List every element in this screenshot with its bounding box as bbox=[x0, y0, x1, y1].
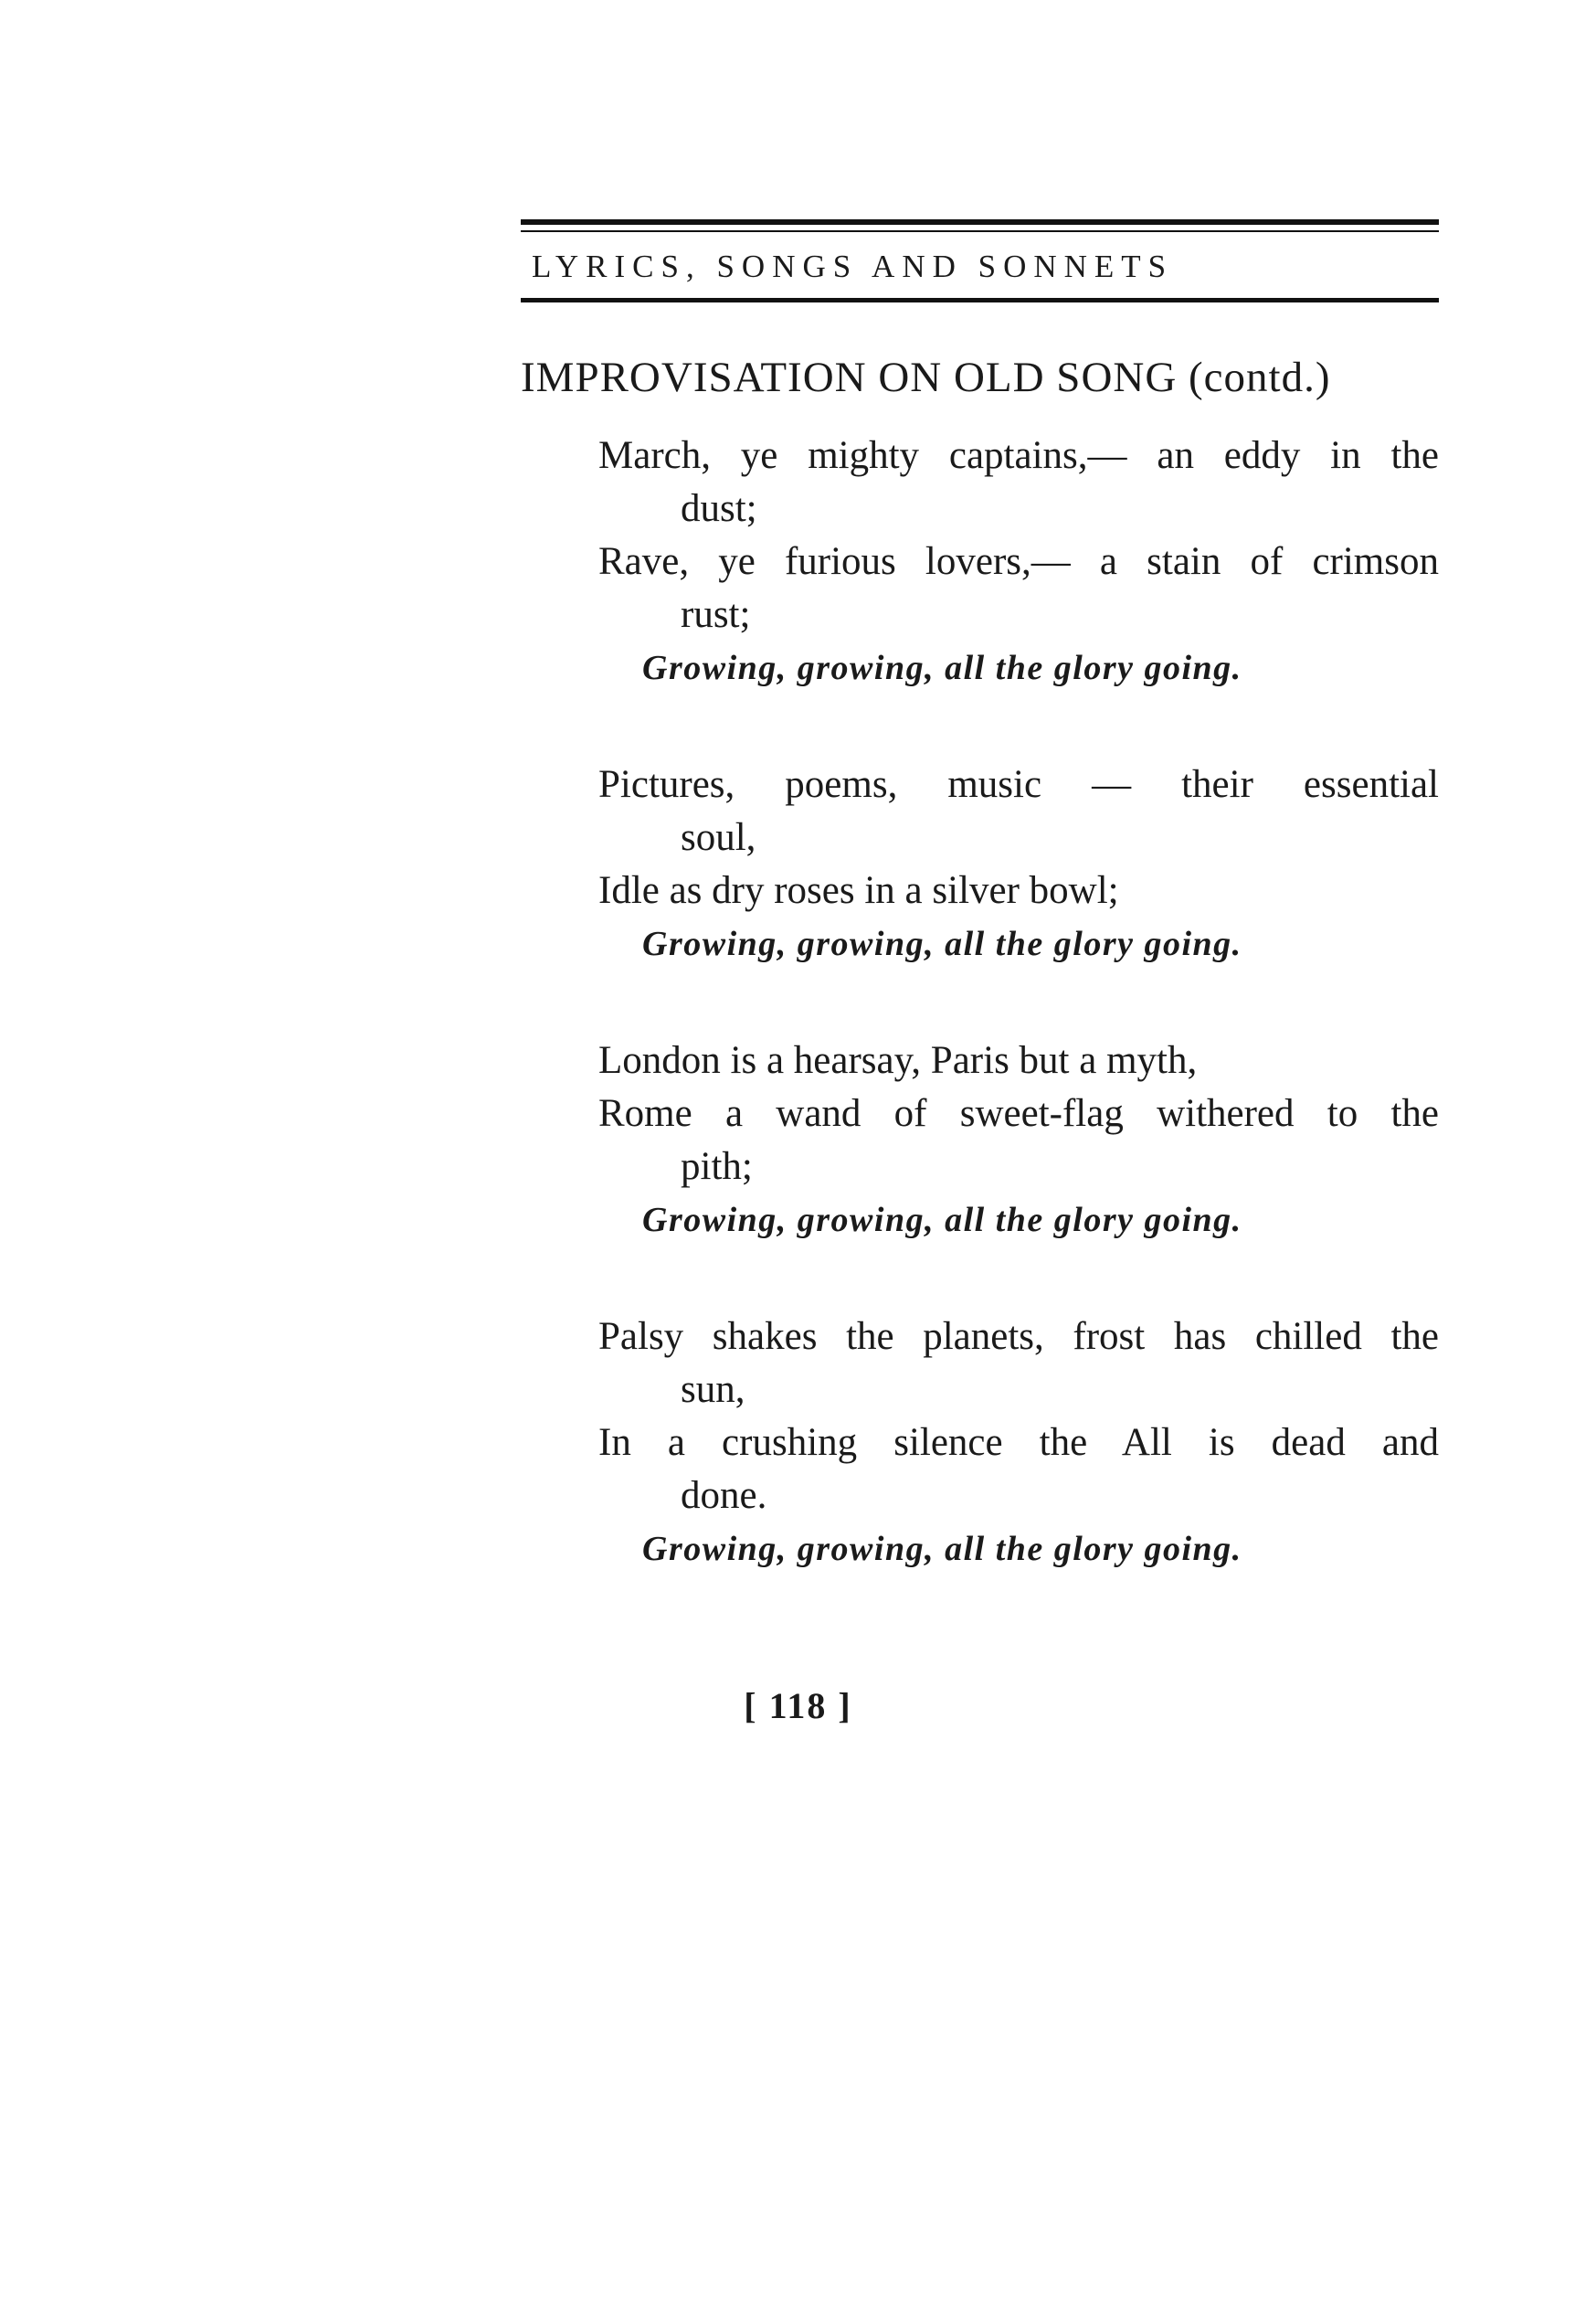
verse-line: Rave, ye furious lovers,— a stain of crimson bbox=[598, 540, 1439, 583]
verse-line: March, ye mighty captains,— an eddy in the bbox=[598, 434, 1439, 477]
refrain-line: Growing, growing, all the glory going. bbox=[642, 1530, 1242, 1568]
verse-line-continuation: soul, bbox=[681, 816, 756, 859]
header-rule-thick bbox=[521, 219, 1439, 225]
stanza-3 bbox=[598, 1034, 1439, 1246]
verse-line: Palsy shakes the planets, frost has chilled the bbox=[598, 1315, 1439, 1358]
verse-line-continuation: dust; bbox=[681, 487, 757, 530]
refrain-line: Growing, growing, all the glory going. bbox=[642, 925, 1242, 963]
verse-line-continuation: pith; bbox=[681, 1145, 753, 1188]
refrain-line: Growing, growing, all the glory going. bbox=[642, 1201, 1242, 1239]
header-rule-thin bbox=[521, 230, 1439, 232]
poem-title: IMPROVISATION ON OLD SONG (contd.) bbox=[521, 354, 1331, 401]
stanza-4 bbox=[598, 1310, 1439, 1575]
verse-line: London is a hearsay, Paris but a myth, bbox=[598, 1039, 1198, 1082]
running-head: LYRICS, SONGS AND SONNETS bbox=[532, 249, 1174, 284]
verse-line-continuation: rust; bbox=[681, 593, 751, 636]
verse-line: In a crushing silence the All is dead and bbox=[598, 1421, 1439, 1464]
stanza-2 bbox=[598, 758, 1439, 971]
verse-line: Pictures, poems, music — their essential bbox=[598, 763, 1439, 806]
stanza-1 bbox=[598, 430, 1439, 695]
verse-line: Idle as dry roses in a silver bowl; bbox=[598, 869, 1119, 912]
page-number: [ 118 ] bbox=[744, 1685, 852, 1726]
refrain-line: Growing, growing, all the glory going. bbox=[642, 649, 1242, 687]
verse-line: Rome a wand of sweet-flag withered to the bbox=[598, 1092, 1439, 1135]
header-rule-bottom bbox=[521, 298, 1439, 302]
verse-line-continuation: sun, bbox=[681, 1368, 745, 1411]
verse-line-continuation: done. bbox=[681, 1474, 767, 1517]
